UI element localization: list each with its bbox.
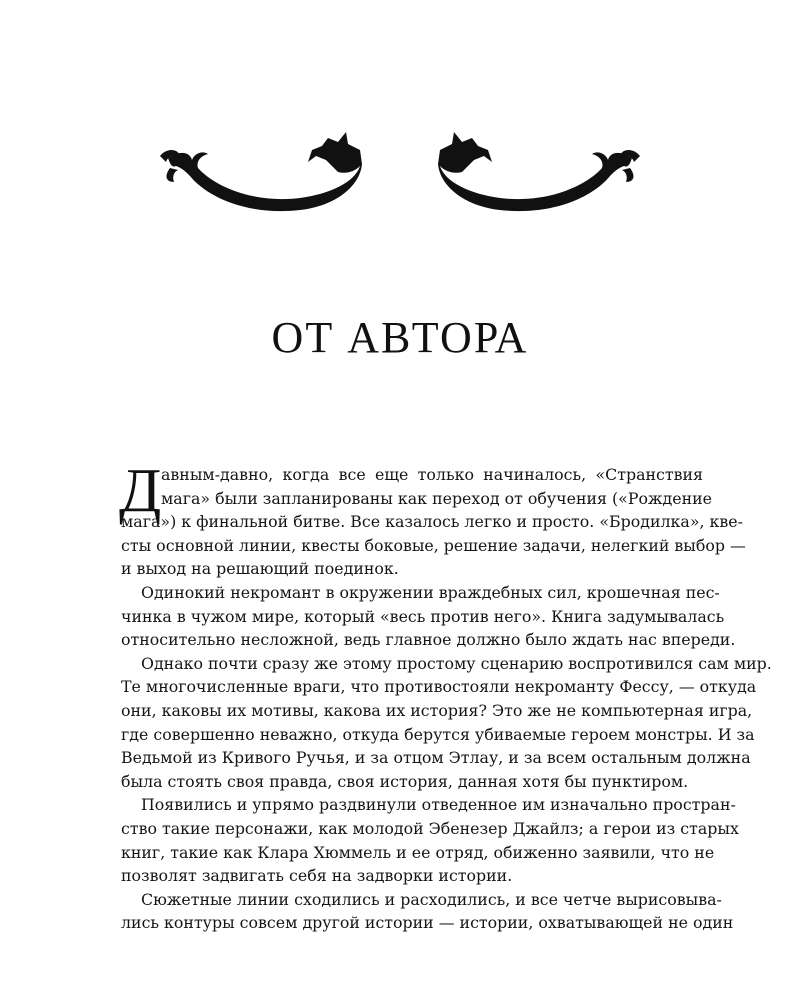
text-line: мага» были запланированы как переход от обучения («Рождение [161,488,712,508]
text-line: Ведьмой из Кривого Ручья, и за отцом Этлау, и за всем остальным должна [121,748,751,768]
paragraph-5 [121,888,734,935]
text-line: сты основной линии, квесты боковые, решение задачи, нелегкий выбор — [121,535,746,555]
text-line: Одинокий некромант в окружении враждебных сил, крошечная пес- [141,582,720,602]
twin-dragons-ornament-icon [150,120,650,230]
text-line: мага») к финальной битве. Все казалось легко и просто. «Бродилка», кве- [121,512,743,532]
text-line: и выход на решающий поединок. [121,559,399,579]
text-line: ство такие персонажи, как молодой Эбенезер Джайлз; а герои из старых [121,818,739,838]
paragraph-1 [119,457,746,581]
text-line: позволят задвигать себя на задворки истории. [121,866,513,886]
paragraph-4 [121,793,739,887]
text-line: книг, такие как Клара Хюммель и ее отряд, обиженно заявили, что не [121,842,715,862]
drop-cap: Д [119,457,162,525]
text-line: где совершенно неважно, откуда берутся убиваемые героем монстры. И за [121,724,755,744]
text-line: относительно несложной, ведь главное должно было ждать нас впереди. [121,630,736,650]
text-line: авным-давно, когда все еще только начиналось, «Странствия [161,465,703,484]
text-line: была стоять своя правда, своя история, данная хотя бы пунктиром. [121,771,689,791]
right-dragon-icon [438,132,640,211]
left-dragon-icon [160,132,362,211]
text-line: Появились и упрямо раздвинули отведенное им изначально простран- [141,795,736,815]
text-line: Те многочисленные враги, что противостояли некроманту Фессу, — откуда [121,677,757,697]
text-line: Сюжетные линии сходились и расходились, и все четче вырисовыва- [141,889,722,909]
paragraph-2 [121,581,736,652]
paragraph-3 [121,652,772,794]
text-line: лись контуры совсем другой истории — истории, охватывающей не один [121,913,734,933]
text-line: чинка в чужом мире, который «весь против него». Книга задумывалась [121,606,725,626]
chapter-title: ОТ АВТОРА [271,313,529,362]
text-line: они, каковы их мотивы, какова их история? Это же не компьютерная игра, [121,700,753,720]
body-text [119,457,772,935]
text-line: Однако почти сразу же этому простому сценарию воспротивился сам мир. [141,653,772,673]
